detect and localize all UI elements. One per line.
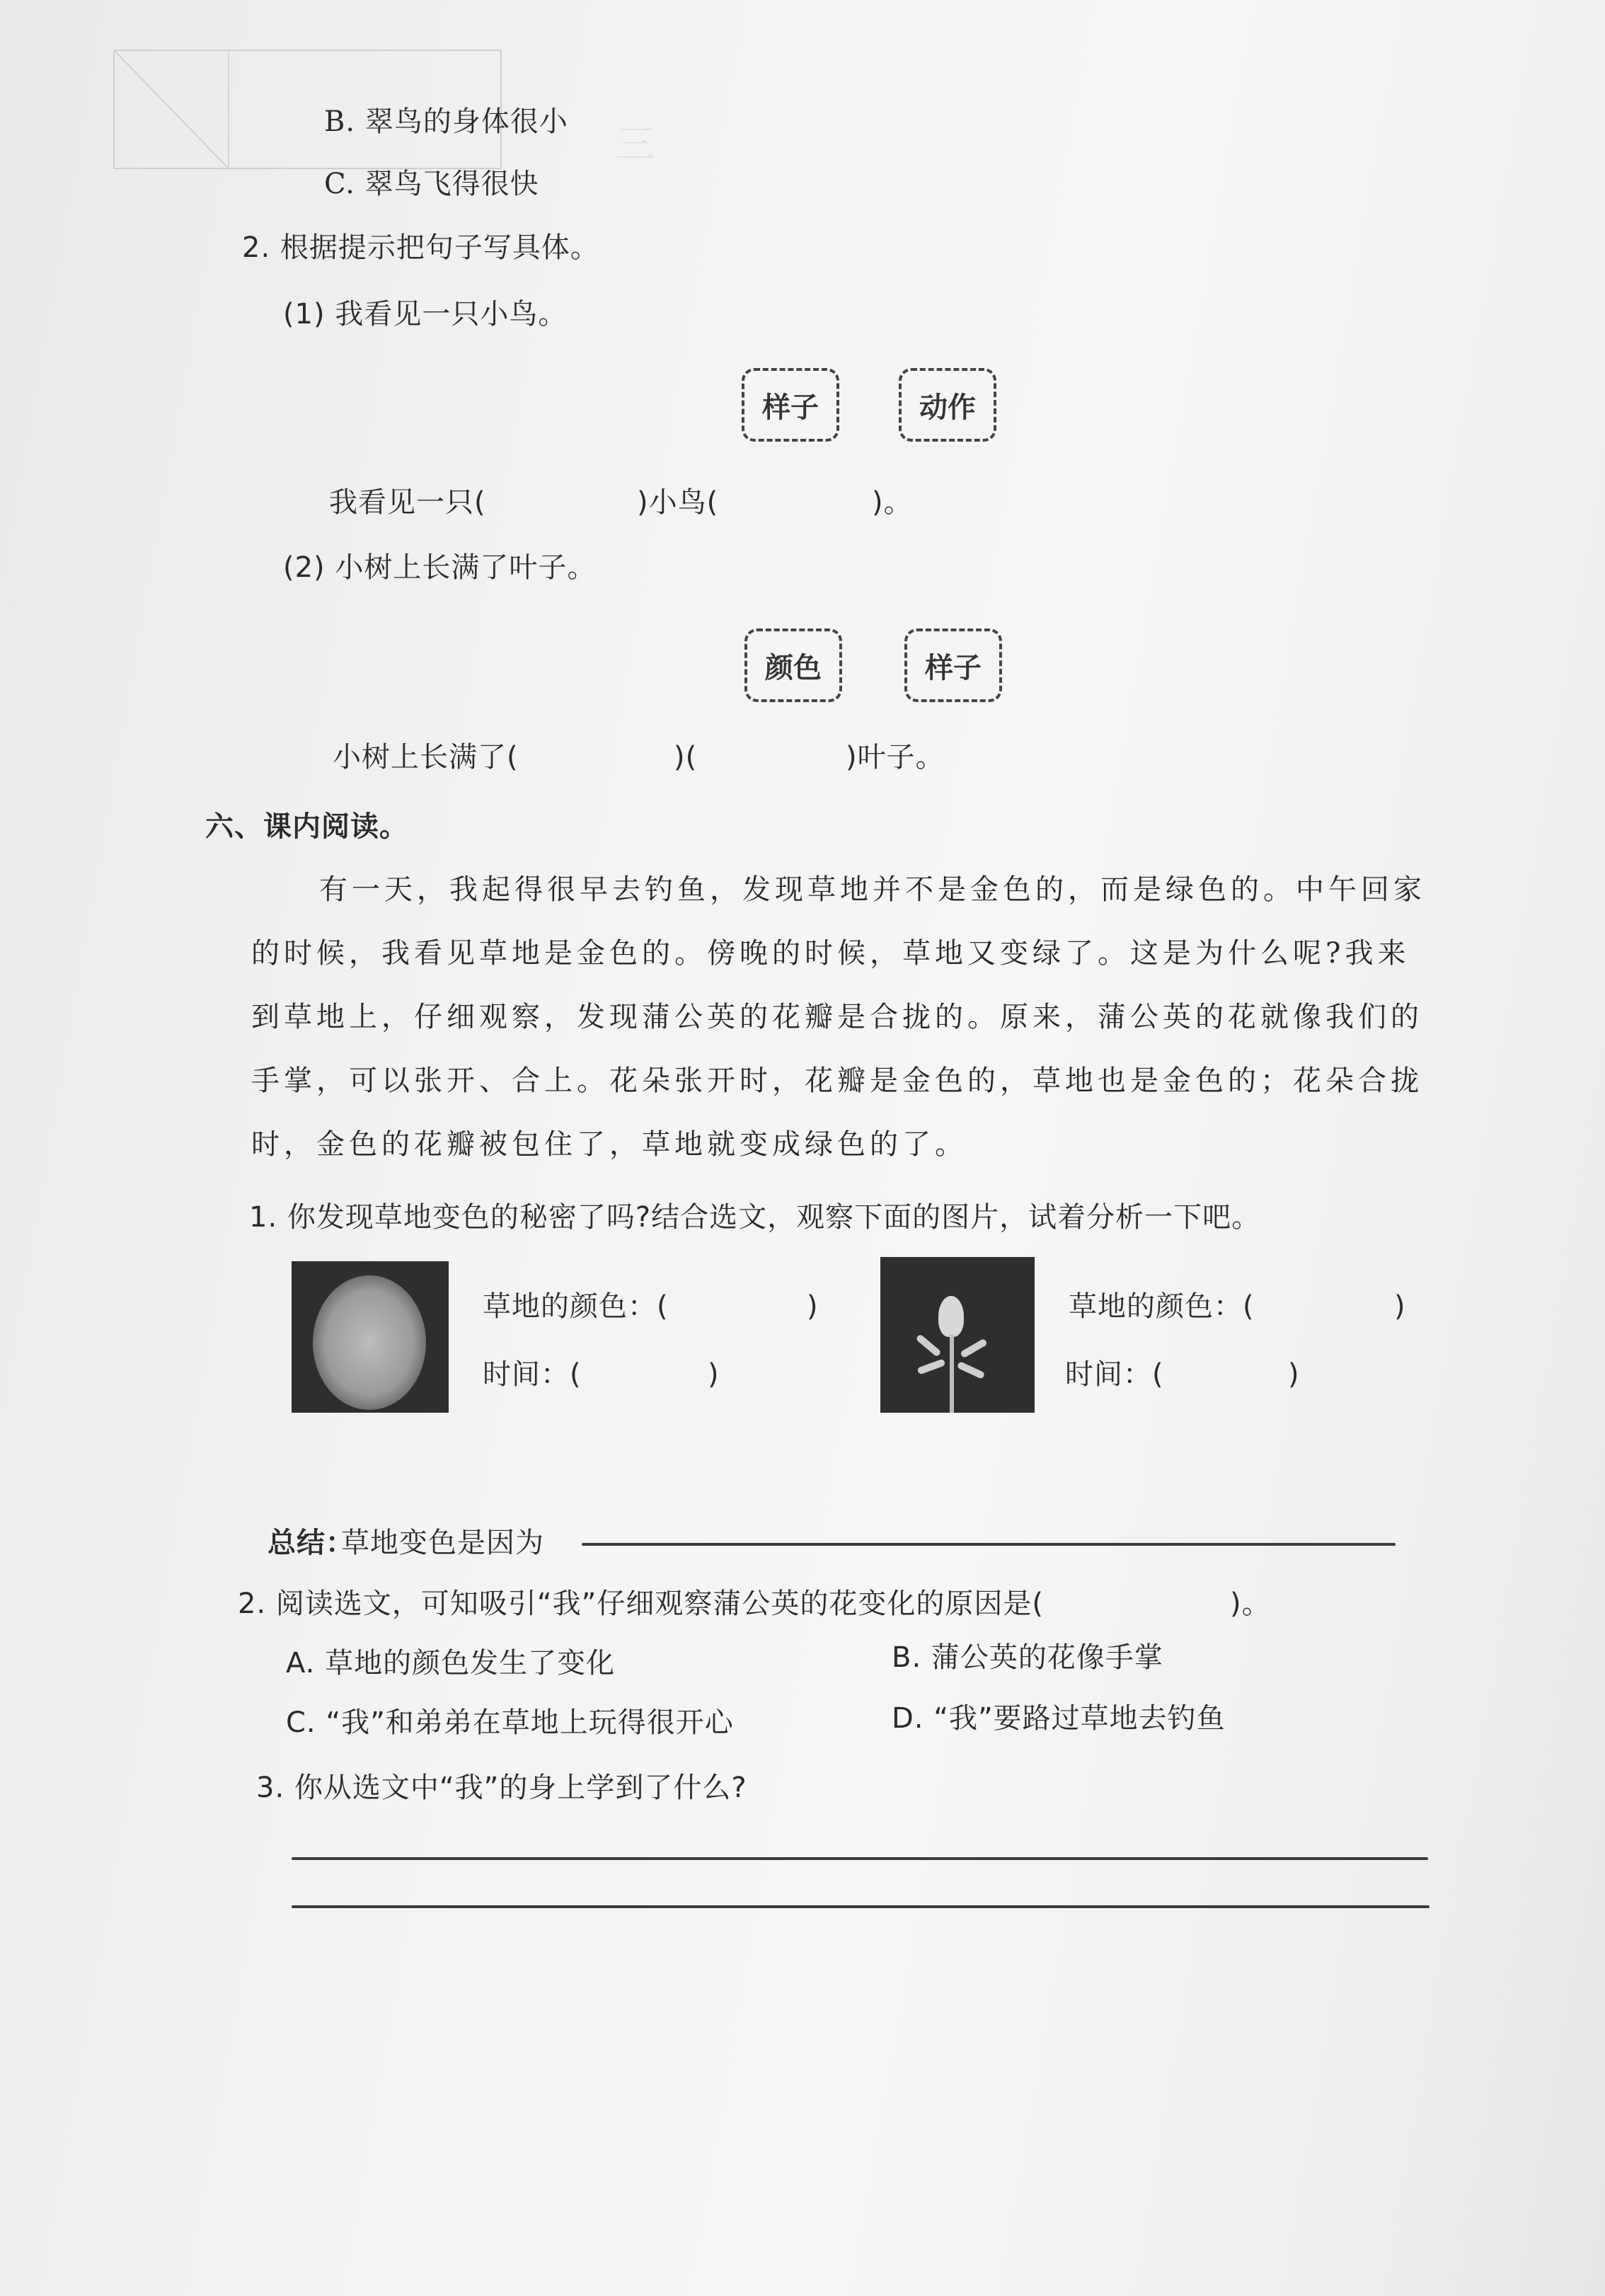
blank-2-2[interactable] bbox=[715, 736, 835, 776]
question-2-title: 2. 根据提示把句子写具体。 bbox=[242, 231, 599, 264]
right-grass-color-blank[interactable] bbox=[1267, 1285, 1387, 1325]
q2-part2-prompt: (2) 小树上长满了叶子。 bbox=[283, 551, 597, 584]
blank-1-2[interactable] bbox=[750, 481, 863, 521]
q2-part1-fill-start: 我看见一只( bbox=[329, 486, 486, 519]
summary-label: 总结： bbox=[268, 1527, 355, 1559]
q2-part2-fill-start: 小树上长满了( bbox=[333, 741, 519, 774]
left-grass-color-blank[interactable] bbox=[679, 1285, 800, 1325]
dandelion-closed-photo bbox=[880, 1257, 1035, 1413]
reading-q1-title: 1. 你发现草地变色的秘密了吗?结合选文，观察下面的图片，试着分析一下吧。 bbox=[249, 1201, 1261, 1234]
reading-passage: 有一天，我起得很早去钓鱼，发现草地并不是金色的，而是绿色的。中午回家的时候，我看见草地是金色的。傍晚的时候，草地又变绿了。这是为什么呢?我来到草地上，仔细观察，发现蒲公英的花瓣是合拢的。原来，蒲公英的花就像我们的手掌，可以张开、合上。花朵张开时，花瓣是金色的，草地也是金色的；花朵合拢时，金色的花瓣被包住了，草地就变成绿色的了。 bbox=[251, 873, 1426, 1161]
right-grass-color-label: 草地的颜色：( bbox=[1069, 1290, 1255, 1323]
hint-tag-appearance: 样子 bbox=[742, 368, 839, 442]
option-c: C. 翠鸟飞得很快 bbox=[324, 168, 539, 200]
hint-tag-color: 颜色 bbox=[744, 628, 842, 702]
q2-part1-prompt: (1) 我看见一只小鸟。 bbox=[283, 298, 568, 331]
reading-q2-option-b[interactable]: B. 蒲公英的花像手掌 bbox=[892, 1641, 1163, 1674]
section-6-heading: 六、课内阅读。 bbox=[205, 810, 408, 843]
q2-part1-fill-mid: )小鸟( bbox=[637, 486, 719, 519]
reading-q2-option-c[interactable]: C. “我”和弟弟在草地上玩得很开心 bbox=[286, 1706, 734, 1739]
reading-q3-title: 3. 你从选文中“我”的身上学到了什么? bbox=[256, 1772, 747, 1804]
option-b: B. 翠鸟的身体很小 bbox=[324, 105, 568, 138]
left-grass-color-label: 草地的颜色：( bbox=[483, 1290, 669, 1323]
right-time-label: 时间：( bbox=[1065, 1358, 1164, 1391]
bleed-through-title: 三 bbox=[616, 122, 655, 168]
summary-answer-line[interactable] bbox=[582, 1543, 1396, 1546]
left-time-blank[interactable] bbox=[587, 1353, 701, 1393]
blank-2-1[interactable] bbox=[545, 736, 665, 776]
reading-q2-title: 2. 阅读选文，可知吸引“我”仔细观察蒲公英的花变化的原因是( bbox=[238, 1588, 1044, 1620]
left-time-close: ) bbox=[708, 1358, 720, 1391]
q2-part2-fill-mid: )( bbox=[674, 741, 698, 774]
summary-text: 草地变色是因为 bbox=[341, 1527, 544, 1559]
right-grass-color-close: ) bbox=[1394, 1290, 1406, 1323]
diagonal-line bbox=[115, 51, 228, 168]
right-time-close: ) bbox=[1288, 1358, 1300, 1391]
reading-q2-option-a[interactable]: A. 草地的颜色发生了变化 bbox=[286, 1647, 616, 1680]
hint-tag-action: 动作 bbox=[899, 368, 996, 442]
left-time-label: 时间：( bbox=[483, 1358, 582, 1391]
reading-q2-option-d[interactable]: D. “我”要路过草地去钓鱼 bbox=[892, 1702, 1226, 1735]
left-grass-color-close: ) bbox=[807, 1290, 819, 1323]
right-time-blank[interactable] bbox=[1168, 1353, 1281, 1393]
q2-part1-fill-end: )。 bbox=[872, 486, 913, 519]
hint-tag-appearance-2: 样子 bbox=[904, 628, 1002, 702]
blank-1-1[interactable] bbox=[510, 481, 630, 521]
reading-q2-answer-blank[interactable] bbox=[1132, 1583, 1224, 1622]
dandelion-open-photo bbox=[292, 1261, 449, 1413]
q2-part2-fill-end: )叶子。 bbox=[846, 741, 945, 774]
reading-q2-title-end: )。 bbox=[1230, 1588, 1271, 1620]
q3-answer-line-1[interactable] bbox=[292, 1857, 1428, 1860]
q3-answer-line-2[interactable] bbox=[292, 1905, 1429, 1908]
